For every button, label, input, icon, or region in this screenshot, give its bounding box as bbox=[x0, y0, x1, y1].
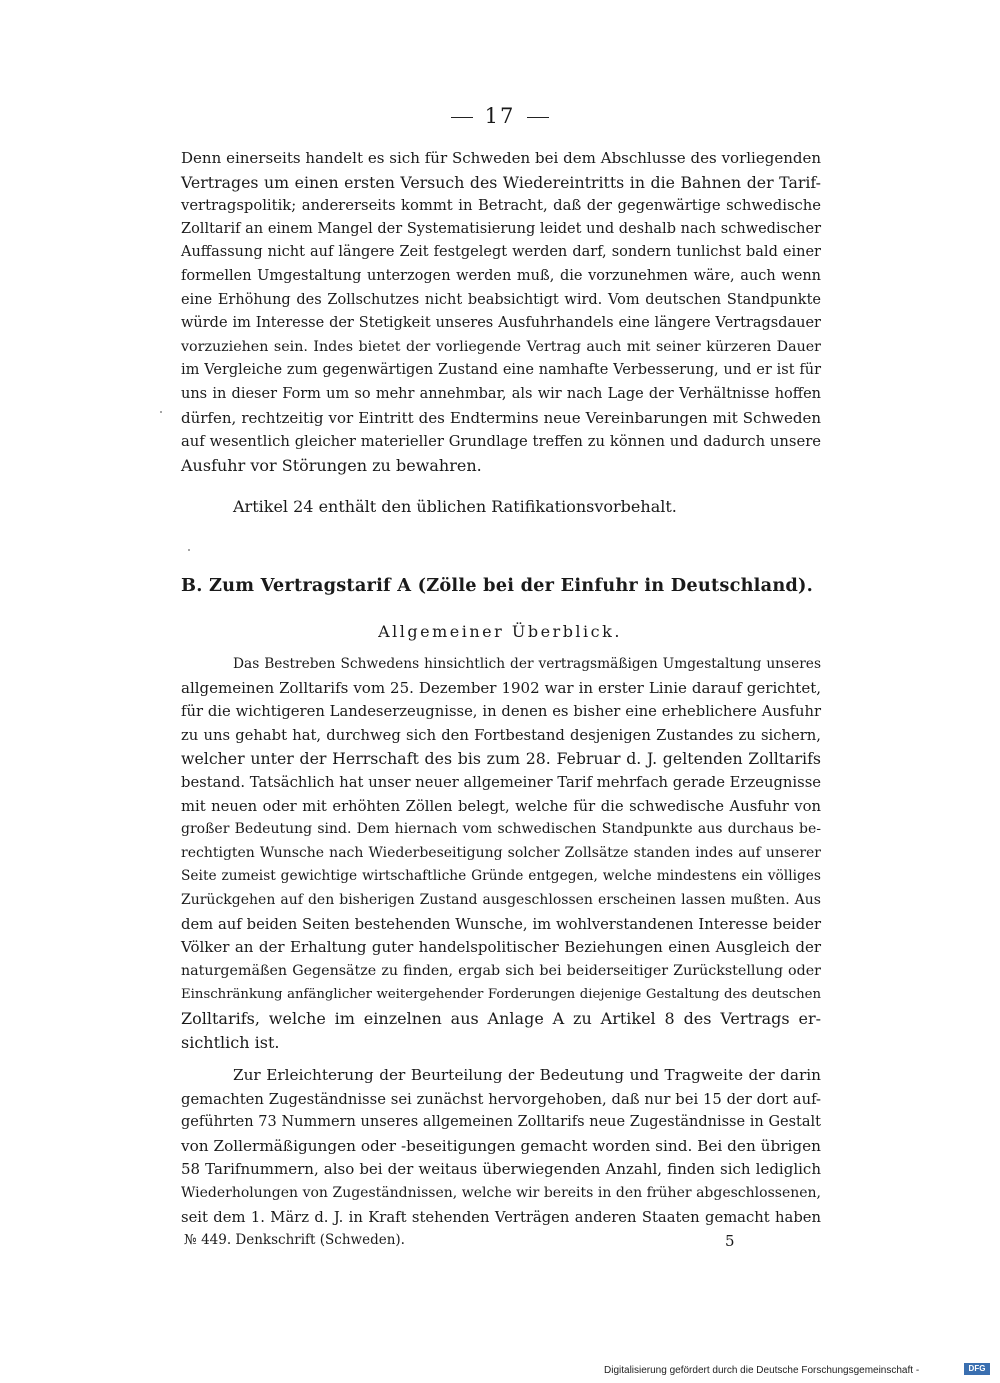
text-line: formellen Umgestaltung unterzogen werden muß, die vorzunehmen wäre, auch wenn bbox=[181, 267, 821, 284]
text-line: Ausfuhr vor Störungen zu bewahren. bbox=[181, 455, 482, 475]
text-line: 58 Tarifnummern, also bei der weitaus überwiegenden Anzahl, finden sich lediglich bbox=[181, 1160, 821, 1179]
dfg-logo: DFG bbox=[964, 1363, 990, 1375]
text-line: gemachten Zugeständnisse sei zunächst hervorgehoben, daß nur bei 15 der dort auf- bbox=[181, 1090, 821, 1108]
text-line: Zur Erleichterung der Beurteilung der Bedeutung und Tragweite der darin bbox=[233, 1066, 821, 1084]
text-line: von Zollermäßigungen oder -beseitigungen gemacht worden sind. Bei den übrigen bbox=[181, 1136, 821, 1155]
text-line: allgemeinen Zolltarifs vom 25. Dezember 1902 war in erster Linie darauf gerichtet, bbox=[181, 678, 821, 697]
text-line: Wiederholungen von Zugeständnissen, welche wir bereits in den früher abgeschlossenen, bbox=[181, 1184, 821, 1201]
text-line: Seite zumeist gewichtige wirtschaftliche Gründe entgegen, welche mindestens ein völliges bbox=[181, 868, 821, 885]
paragraph-3 bbox=[181, 653, 821, 1054]
paragraph-1 bbox=[181, 147, 821, 477]
text-line: würde im Interesse der Stetigkeit unseres Ausfuhrhandels eine längere Vertragsdauer bbox=[181, 315, 821, 332]
text-line: dürfen, rechtzeitig vor Eintritt des Endtermins neue Vereinbarungen mit Schweden bbox=[181, 408, 821, 427]
text-line: auf wesentlich gleicher materieller Grundlage treffen zu können und dadurch unsere bbox=[181, 433, 821, 451]
text-line: Zolltarif an einem Mangel der Systematisierung leidet und deshalb nach schwedischer bbox=[181, 220, 821, 237]
scan-speck bbox=[160, 411, 162, 413]
paragraph-2 bbox=[181, 495, 821, 519]
text-line: Auffassung nicht auf längere Zeit festgelegt werden darf, sondern tunlichst bald einer bbox=[181, 244, 821, 261]
text-line: Zurückgehen auf den bisherigen Zustand ausgeschlossen erscheinen lassen mußten. Aus bbox=[181, 891, 821, 908]
dash-left bbox=[451, 117, 473, 118]
page-number bbox=[0, 104, 1000, 128]
subheading: Allgemeiner Überblick. bbox=[378, 622, 622, 641]
text-line: für die wichtigeren Landeserzeugnisse, in denen es bisher eine erheblichere Ausfuhr bbox=[181, 703, 821, 721]
text-line: seit dem 1. März d. J. in Kraft stehenden Verträgen anderen Staaten gemacht haben bbox=[181, 1208, 821, 1226]
scan-speck bbox=[188, 549, 190, 551]
section-heading: B. Zum Vertragstarif A (Zölle bei der Einfuhr in Deutschland). bbox=[181, 575, 814, 596]
footer-signature-mark: 5 bbox=[725, 1232, 735, 1250]
text-line: Denn einerseits handelt es sich für Schweden bei dem Abschlusse des vorliegenden bbox=[181, 149, 821, 167]
text-line: geführten 73 Nummern unseres allgemeinen Zolltarifs neue Zugeständnisse in Gestalt bbox=[181, 1114, 821, 1131]
footer-document-number: № 449. Denkschrift (Schweden). bbox=[184, 1232, 405, 1248]
text-line: vertragspolitik; andererseits kommt in Betracht, daß der gegenwärtige schwedische bbox=[181, 197, 821, 215]
text-line: eine Erhöhung des Zollschutzes nicht beabsichtigt wird. Vom deutschen Standpunkte bbox=[181, 291, 821, 308]
text-line: dem auf beiden Seiten bestehenden Wunsche, im wohlverstandenen Interesse beider bbox=[181, 915, 821, 933]
text-line: Artikel 24 enthält den üblichen Ratifikationsvorbehalt. bbox=[233, 497, 677, 516]
text-line: mit neuen oder mit erhöhten Zöllen belegt, welche für die schwedische Ausfuhr von bbox=[181, 797, 821, 815]
digitization-credit: Digitalisierung gefördert durch die Deutsche Forschungsgemeinschaft - bbox=[604, 1365, 920, 1376]
text-line: Völker an der Erhaltung guter handelspolitischer Beziehungen einen Ausgleich der bbox=[181, 938, 821, 957]
text-line: großer Bedeutung sind. Dem hiernach vom schwedischen Standpunkte aus durchaus be- bbox=[181, 821, 821, 838]
text-line: bestand. Tatsächlich hat unser neuer allgemeiner Tarif mehrfach gerade Erzeugnisse bbox=[181, 773, 821, 791]
text-line: sichtlich ist. bbox=[181, 1032, 280, 1052]
text-line: zu uns gehabt hat, durchweg sich den Fortbestand desjenigen Zustandes zu sichern, bbox=[181, 726, 821, 744]
text-line: vorzuziehen sein. Indes bietet der vorliegende Vertrag auch mit seiner kürzeren Dauer bbox=[181, 338, 821, 355]
page-number-text: 17 bbox=[484, 104, 516, 128]
text-line: Vertrages um einen ersten Versuch des Wiedereintritts in die Bahnen der Tarif- bbox=[181, 172, 821, 192]
text-line: Zolltarifs, welche im einzelnen aus Anlage A zu Artikel 8 des Vertrags er- bbox=[181, 1008, 821, 1028]
dash-right bbox=[527, 117, 549, 118]
text-line: naturgemäßen Gegensätze zu finden, ergab sich bei beiderseitiger Zurückstellung oder bbox=[181, 962, 821, 979]
text-line: im Vergleiche zum gegenwärtigen Zustand eine namhafte Verbesserung, und er ist für bbox=[181, 362, 821, 379]
paragraph-4 bbox=[181, 1064, 821, 1229]
text-line: welcher unter der Herrschaft des bis zum 28. Februar d. J. geltenden Zolltarifs bbox=[181, 749, 821, 769]
text-line: rechtigten Wunsche nach Wiederbeseitigung solcher Zollsätze standen indes auf unserer bbox=[181, 844, 821, 861]
text-line: uns in dieser Form um so mehr annehmbar, als wir nach Lage der Verhältnisse hoffen bbox=[181, 385, 821, 402]
text-line: Das Bestreben Schwedens hinsichtlich der vertragsmäßigen Umgestaltung unseres bbox=[233, 656, 821, 672]
text-line: Einschränkung anfänglicher weitergehender Forderungen diejenige Gestaltung des deutschen bbox=[181, 987, 821, 1003]
